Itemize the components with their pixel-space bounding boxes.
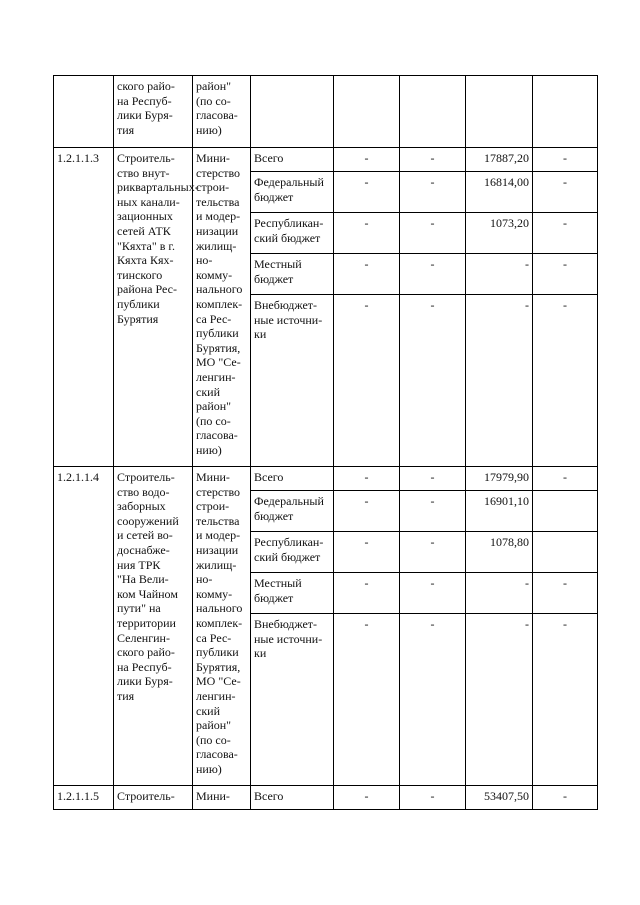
value-cell: - bbox=[334, 213, 400, 254]
name-cell: Строитель- bbox=[114, 786, 193, 810]
value-cell: - bbox=[334, 614, 400, 786]
source-cell: Местный бюджет bbox=[251, 254, 334, 295]
executor-cell: Мини- стерство строи- тельства и модер- низации жилищ- но- комму- нального комплек- са Рес- публики Бурятия, МО "Се- ленгин- ский район" (по со- гласова- нию) bbox=[193, 467, 251, 786]
source-cell: Федеральный бюджет bbox=[251, 491, 334, 532]
table-body bbox=[54, 76, 598, 810]
source-cell: Внебюджет- ные источни- ки bbox=[251, 614, 334, 786]
executor-cell: Мини- стерство строи- тельства и модер- низации жилищ- но- комму- нального комплек- са Рес- публики Бурятия, МО "Се- ленгин- ский район" (по со- гласова- нию) bbox=[193, 148, 251, 467]
value-cell: - bbox=[533, 172, 598, 213]
value-cell: - bbox=[400, 532, 466, 573]
value-cell: 17979,90 bbox=[466, 467, 533, 491]
value-cell: - bbox=[334, 532, 400, 573]
value-cell: - bbox=[334, 295, 400, 467]
value-cell: - bbox=[533, 295, 598, 467]
value-cell: 16814,00 bbox=[466, 172, 533, 213]
source-cell: Всего bbox=[251, 786, 334, 810]
value-cell: - bbox=[334, 491, 400, 532]
source-cell: Внебюджет- ные источни- ки bbox=[251, 295, 334, 467]
table-row bbox=[54, 148, 598, 172]
value-cell: - bbox=[334, 786, 400, 810]
value-cell: - bbox=[533, 254, 598, 295]
executor-cell: район" (по со- гласова- нию) bbox=[193, 76, 251, 148]
name-cell: ского райо- на Респуб- лики Буря- тия bbox=[114, 76, 193, 148]
value-cell: - bbox=[466, 573, 533, 614]
value-cell: - bbox=[466, 614, 533, 786]
name-cell: Строитель- ство внут- риквартальных- ных канали- зационных сетей АТК "Кяхта" в г. Кяхта Кях- тинского района Рес- публики Бурятия bbox=[114, 148, 193, 467]
value-cell: - bbox=[334, 148, 400, 172]
value-cell: - bbox=[533, 213, 598, 254]
value-cell: - bbox=[400, 148, 466, 172]
value-cell: - bbox=[533, 573, 598, 614]
code-cell: 1.2.1.1.5 bbox=[54, 786, 114, 810]
value-cell bbox=[334, 76, 400, 148]
value-cell: - bbox=[533, 786, 598, 810]
source-cell: Всего bbox=[251, 467, 334, 491]
value-cell: - bbox=[466, 295, 533, 467]
value-cell: - bbox=[400, 254, 466, 295]
value-cell: 53407,50 bbox=[466, 786, 533, 810]
continuation-row bbox=[54, 76, 598, 148]
value-cell: - bbox=[400, 573, 466, 614]
value-cell: - bbox=[334, 573, 400, 614]
value-cell: - bbox=[334, 254, 400, 295]
name-cell: Строитель- ство водо- заборных сооружений и сетей во- доснабже- ния ТРК "На Вели- ком Чайном пути" на территории Селенгин- ского райо- на Респуб- лики Буря- тия bbox=[114, 467, 193, 786]
value-cell: - bbox=[400, 467, 466, 491]
source-cell: Всего bbox=[251, 148, 334, 172]
value-cell: - bbox=[533, 614, 598, 786]
value-cell bbox=[466, 76, 533, 148]
value-cell: 17887,20 bbox=[466, 148, 533, 172]
table-row bbox=[54, 467, 598, 491]
value-cell: - bbox=[400, 213, 466, 254]
value-cell bbox=[400, 76, 466, 148]
value-cell: - bbox=[400, 172, 466, 213]
value-cell bbox=[533, 491, 598, 532]
source-cell: Местный бюджет bbox=[251, 573, 334, 614]
code-cell bbox=[54, 76, 114, 148]
value-cell: - bbox=[400, 614, 466, 786]
source-cell bbox=[251, 76, 334, 148]
code-cell: 1.2.1.1.3 bbox=[54, 148, 114, 467]
table-row bbox=[54, 786, 598, 810]
value-cell bbox=[533, 532, 598, 573]
value-cell: - bbox=[466, 254, 533, 295]
value-cell: - bbox=[400, 295, 466, 467]
source-cell: Республикан- ский бюджет bbox=[251, 213, 334, 254]
source-cell: Республикан- ский бюджет bbox=[251, 532, 334, 573]
value-cell: - bbox=[533, 148, 598, 172]
value-cell: 16901,10 bbox=[466, 491, 533, 532]
value-cell: 1078,80 bbox=[466, 532, 533, 573]
value-cell: - bbox=[533, 467, 598, 491]
code-cell: 1.2.1.1.4 bbox=[54, 467, 114, 786]
value-cell: - bbox=[334, 467, 400, 491]
executor-cell: Мини- bbox=[193, 786, 251, 810]
program-table bbox=[53, 75, 598, 810]
value-cell: - bbox=[400, 491, 466, 532]
source-cell: Федеральный бюджет bbox=[251, 172, 334, 213]
value-cell: - bbox=[334, 172, 400, 213]
value-cell: - bbox=[400, 786, 466, 810]
value-cell bbox=[533, 76, 598, 148]
value-cell: 1073,20 bbox=[466, 213, 533, 254]
